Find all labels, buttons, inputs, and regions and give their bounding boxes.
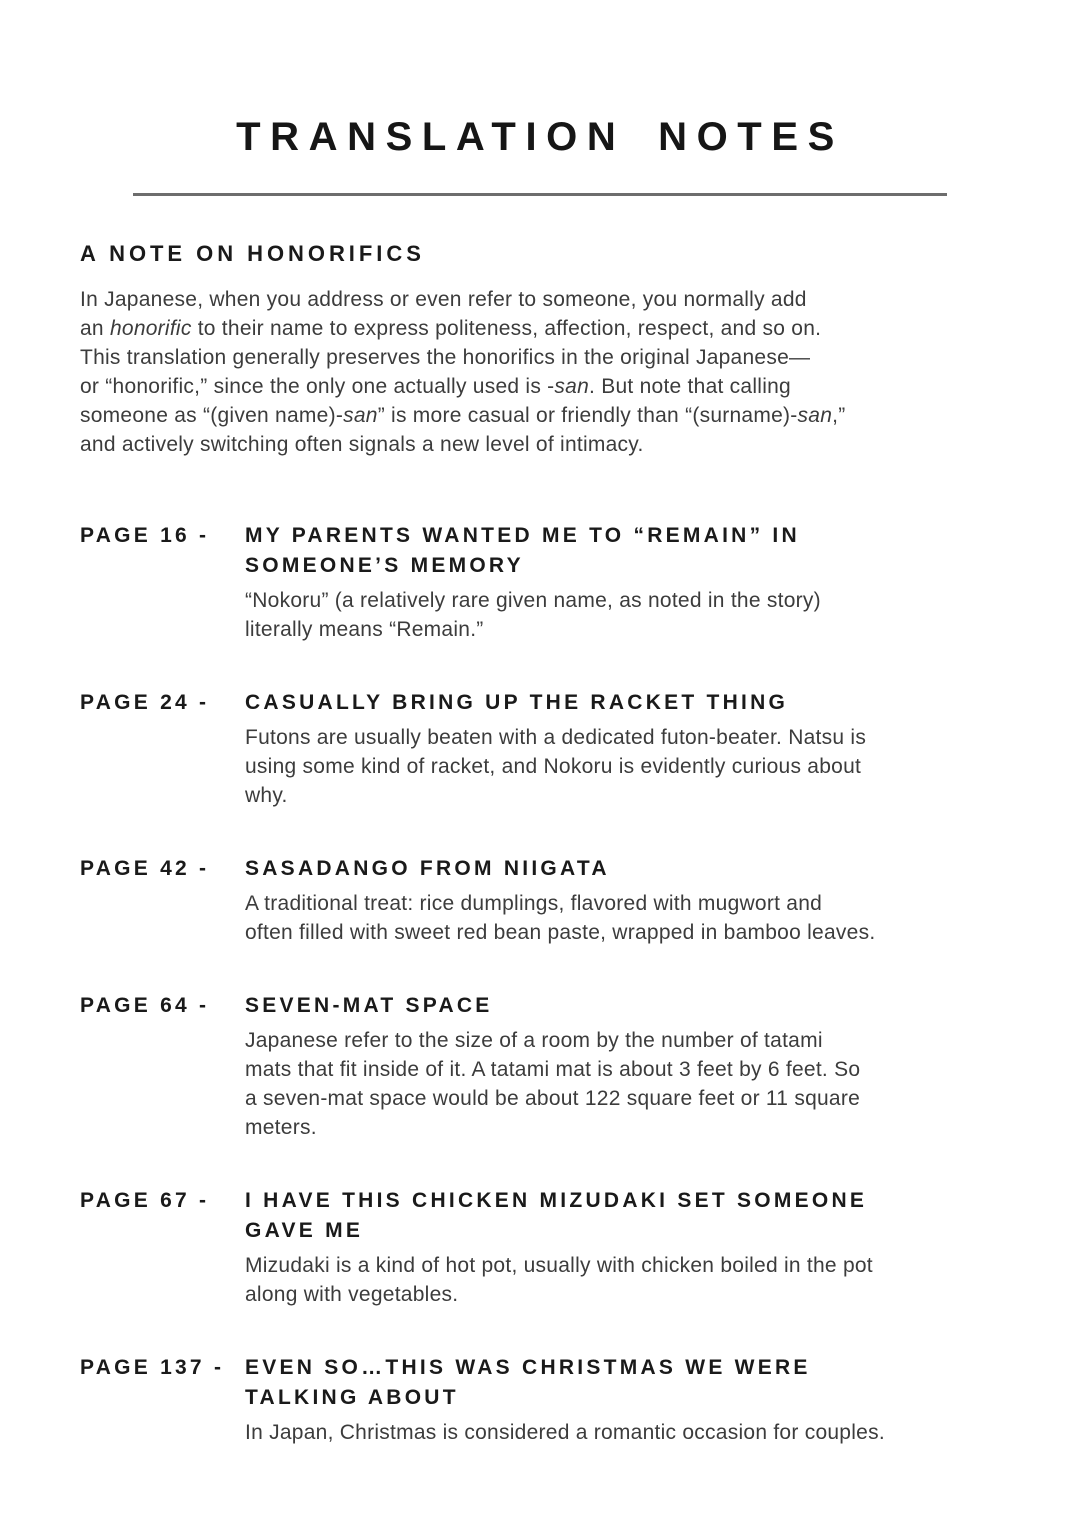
italic-text: san — [554, 375, 590, 399]
note-page-label: PAGE 64 - — [80, 994, 210, 1018]
text: or “honorific,” since the only one actually used is - — [80, 375, 555, 399]
note-body-line: often filled with sweet red bean paste, wrapped in bamboo leaves. — [245, 921, 876, 945]
note-heading — [245, 1186, 1000, 1246]
translation-note — [80, 991, 1000, 1142]
note-body-line: along with vegetables. — [245, 1283, 459, 1307]
note-body-line: Mizudaki is a kind of hot pot, usually with chicken boiled in the pot — [245, 1254, 873, 1278]
text: and actively switching often signals a new level of intimacy. — [80, 433, 644, 457]
note-page-label: PAGE 67 - — [80, 1189, 210, 1213]
note-body — [245, 1026, 1000, 1142]
note-content — [245, 1353, 1000, 1447]
note-body — [245, 586, 1000, 644]
translation-note — [80, 854, 1000, 947]
note-heading — [245, 688, 1000, 718]
text: to their name to express politeness, affection, respect, and so on. — [191, 317, 822, 341]
notes-list — [80, 521, 1000, 1447]
title-divider — [133, 193, 947, 196]
italic-text: honorific — [109, 317, 192, 341]
intro-paragraph — [80, 285, 1000, 459]
translation-note — [80, 688, 1000, 810]
note-body — [245, 723, 1000, 810]
italic-text: san — [797, 404, 833, 428]
translation-note — [80, 521, 1000, 644]
note-body-line: A traditional treat: rice dumplings, flavored with mugwort and — [245, 892, 823, 916]
note-body-line: “Nokoru” (a relatively rare given name, as noted in the story) — [245, 589, 821, 613]
note-heading — [245, 991, 1000, 1021]
page-title: TRANSLATION NOTES — [236, 115, 844, 159]
text: an — [80, 317, 110, 341]
note-body-line: Japanese refer to the size of a room by the number of tatami — [245, 1029, 823, 1053]
note-heading-line: GAVE ME — [245, 1219, 364, 1243]
note-body-line: In Japan, Christmas is considered a romantic occasion for couples. — [245, 1421, 885, 1445]
note-heading-line: SOMEONE’S MEMORY — [245, 554, 524, 578]
note-body-line: why. — [245, 784, 288, 808]
text: ,” — [832, 404, 846, 428]
note-heading — [245, 854, 1000, 884]
note-content — [245, 521, 1000, 644]
note-body-line: literally means “Remain.” — [245, 618, 484, 642]
intro-line — [80, 401, 1000, 430]
italic-text: san — [343, 404, 378, 428]
note-body — [245, 1251, 1000, 1309]
note-heading — [245, 521, 1000, 581]
text: ” is more casual or friendly than “(surname)- — [377, 404, 798, 428]
translation-note — [80, 1186, 1000, 1309]
note-content — [245, 854, 1000, 947]
section-heading: A NOTE ON HONORIFICS — [80, 241, 425, 266]
intro-line — [80, 314, 1000, 343]
note-heading-line: EVEN SO…THIS WAS CHRISTMAS WE WERE — [245, 1356, 811, 1380]
intro-line — [80, 372, 1000, 401]
note-heading-line: SEVEN-MAT SPACE — [245, 994, 493, 1018]
note-body-line: mats that fit inside of it. A tatami mat is about 3 feet by 6 feet. So — [245, 1058, 861, 1082]
note-body-line: using some kind of racket, and Nokoru is evidently curious about — [245, 755, 862, 779]
note-page-label: PAGE 16 - — [80, 524, 210, 548]
note-heading-line: TALKING ABOUT — [245, 1386, 459, 1410]
note-body-line: meters. — [245, 1116, 317, 1140]
note-page-label: PAGE 137 - — [80, 1356, 225, 1380]
note-content — [245, 991, 1000, 1142]
honorifics-section — [80, 242, 1000, 459]
note-page-label: PAGE 24 - — [80, 691, 210, 715]
intro-line — [80, 285, 1000, 314]
text: . But note that calling — [589, 375, 791, 399]
text: This translation generally preserves the honorifics in the original Japanese— — [80, 346, 811, 370]
note-page-label: PAGE 42 - — [80, 857, 210, 881]
note-heading-line: MY PARENTS WANTED ME TO “REMAIN” IN — [245, 524, 800, 548]
note-heading-line: SASADANGO FROM NIIGATA — [245, 857, 610, 881]
note-content — [245, 1186, 1000, 1309]
intro-line — [80, 430, 1000, 459]
text: In Japanese, when you address or even refer to someone, you normally add — [80, 288, 807, 312]
note-content — [245, 688, 1000, 810]
note-body-line: Futons are usually beaten with a dedicated futon-beater. Natsu is — [245, 726, 867, 750]
translation-note — [80, 1353, 1000, 1447]
note-body-line: a seven-mat space would be about 122 square feet or 11 square — [245, 1087, 861, 1111]
intro-line — [80, 343, 1000, 372]
text: someone as “(given name)- — [80, 404, 344, 428]
note-heading-line: I HAVE THIS CHICKEN MIZUDAKI SET SOMEONE — [245, 1189, 868, 1213]
note-body — [245, 889, 1000, 947]
note-heading — [245, 1353, 1000, 1413]
note-body — [245, 1418, 1000, 1447]
note-heading-line: CASUALLY BRING UP THE RACKET THING — [245, 691, 789, 715]
